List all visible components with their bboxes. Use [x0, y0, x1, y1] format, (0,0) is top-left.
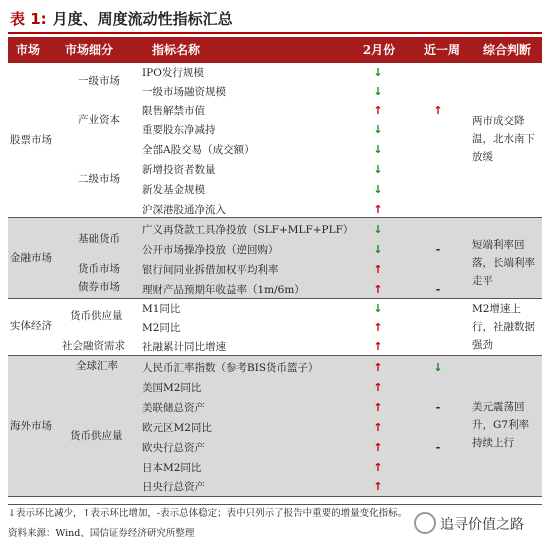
week-change-icon: - — [435, 283, 441, 296]
table-number: 表 1: — [10, 10, 47, 28]
judgement-text: M2增速上行，社融数据强劲 — [472, 303, 535, 351]
source-note: 资料来源：Wind、国信证券经济研究所整理 — [8, 528, 195, 539]
month-change-icon: ↑ — [373, 421, 383, 434]
segment-label: 一级市场 — [78, 75, 120, 87]
month-change-icon: ↑ — [373, 104, 383, 117]
indicator-name: 美国M2同比 — [142, 382, 202, 394]
month-change-icon: ↑ — [373, 441, 383, 454]
indicator-name: 沪深港股通净流入 — [142, 204, 226, 216]
indicator-name: 日本M2同比 — [142, 462, 202, 474]
indicator-name: IPO发行规模 — [142, 67, 204, 79]
week-change-icon: ↑ — [433, 104, 443, 117]
indicator-name: 限售解禁市值 — [142, 105, 205, 117]
market-label: 股票市场 — [10, 134, 52, 146]
table-header — [8, 37, 542, 63]
week-change-icon: - — [435, 243, 441, 256]
indicator-name: 一级市场融资规模 — [142, 86, 226, 98]
week-change-icon: - — [435, 441, 441, 454]
indicator-name: 重要股东净减持 — [142, 124, 216, 136]
header-week: 近一周 — [423, 43, 460, 57]
indicator-name: 银行间同业拆借加权平均利率 — [142, 264, 279, 276]
divider — [8, 298, 542, 299]
month-change-icon: ↑ — [373, 203, 383, 216]
indicator-name: 全部A股交易（成交额） — [142, 144, 255, 156]
week-change-icon: ↓ — [433, 361, 443, 374]
indicator-name: 理财产品预期年收益率（1m/6m） — [142, 284, 305, 296]
month-change-icon: ↑ — [373, 263, 383, 276]
month-change-icon: ↑ — [373, 480, 383, 493]
market-label: 实体经济 — [10, 320, 52, 332]
indicator-name: 欧元区M2同比 — [142, 422, 212, 434]
table-title-text: 月度、周度流动性指标汇总 — [52, 10, 233, 28]
indicator-name: 广义再贷款工具净投放（SLF+MLF+PLF） — [142, 224, 354, 236]
segment-label: 债券市场 — [78, 281, 120, 293]
indicator-name: 社融累计同比增速 — [142, 341, 226, 353]
segment-label: 基础货币 — [78, 233, 120, 245]
month-change-icon: ↓ — [373, 163, 383, 176]
month-change-icon: ↓ — [373, 123, 383, 136]
month-change-icon: ↓ — [373, 183, 383, 196]
month-change-icon: ↑ — [373, 401, 383, 414]
header-indicator: 指标名称 — [151, 43, 200, 57]
footnote: ↓表示环比减少，↑表示环比增加，-表示总体稳定；表中只列示了报告中重要的增量变化指标。 — [8, 504, 542, 520]
indicator-name: 人民币汇率指数（参考BIS货币篮子） — [142, 362, 319, 374]
month-change-icon: ↓ — [373, 85, 383, 98]
month-change-icon: ↓ — [373, 143, 383, 156]
segment-label: 货币供应量 — [70, 310, 123, 322]
indicator-name: M1同比 — [142, 303, 181, 315]
month-change-icon: ↑ — [373, 361, 383, 374]
judgement-text: 两市成交降温，北水南下放缓 — [472, 115, 535, 163]
divider — [8, 496, 542, 497]
month-change-icon: ↑ — [373, 321, 383, 334]
market-label: 金融市场 — [10, 252, 52, 264]
indicator-name: M2同比 — [142, 322, 181, 334]
header-month: 2月份 — [362, 43, 396, 57]
segment-label: 货币供应量 — [70, 430, 123, 442]
segment-label: 全球汇率 — [76, 360, 118, 372]
indicator-name: 新发基金规模 — [142, 184, 205, 196]
month-change-icon: ↑ — [373, 283, 383, 296]
judgement-text: 短端利率回落，长端利率走平 — [472, 239, 535, 287]
table-title — [8, 8, 542, 34]
divider — [8, 217, 542, 218]
section-overseas — [8, 355, 542, 496]
watermark-text: 追寻价值之路 — [440, 517, 524, 533]
segment-label: 社会融资需求 — [62, 340, 125, 352]
month-change-icon: ↓ — [373, 66, 383, 79]
watermark — [412, 509, 548, 537]
segment-label: 货币市场 — [78, 263, 120, 275]
indicator-name: 日央行总资产 — [142, 481, 205, 493]
judgement-text: 美元震荡回升，G7利率持续上行 — [472, 401, 530, 449]
header-market: 市场 — [15, 43, 40, 57]
segment-label: 二级市场 — [78, 173, 120, 185]
wechat-logo-icon — [414, 512, 436, 534]
header-judgement: 综合判断 — [482, 43, 531, 57]
month-change-icon: ↓ — [373, 223, 383, 236]
week-change-icon: - — [435, 401, 441, 414]
market-label: 海外市场 — [10, 420, 52, 432]
header-segment: 市场细分 — [64, 43, 113, 57]
segment-label: 产业资本 — [78, 114, 120, 126]
month-change-icon: ↓ — [373, 302, 383, 315]
indicator-name: 美联储总资产 — [142, 402, 205, 414]
month-change-icon: ↓ — [373, 243, 383, 256]
indicator-name: 欧央行总资产 — [142, 442, 205, 454]
month-change-icon: ↑ — [373, 340, 383, 353]
divider — [8, 355, 542, 356]
month-change-icon: ↑ — [373, 381, 383, 394]
month-change-icon: ↑ — [373, 461, 383, 474]
indicator-name: 公开市场操净投放（逆回购） — [142, 244, 279, 256]
indicator-name: 新增投资者数量 — [142, 164, 216, 176]
